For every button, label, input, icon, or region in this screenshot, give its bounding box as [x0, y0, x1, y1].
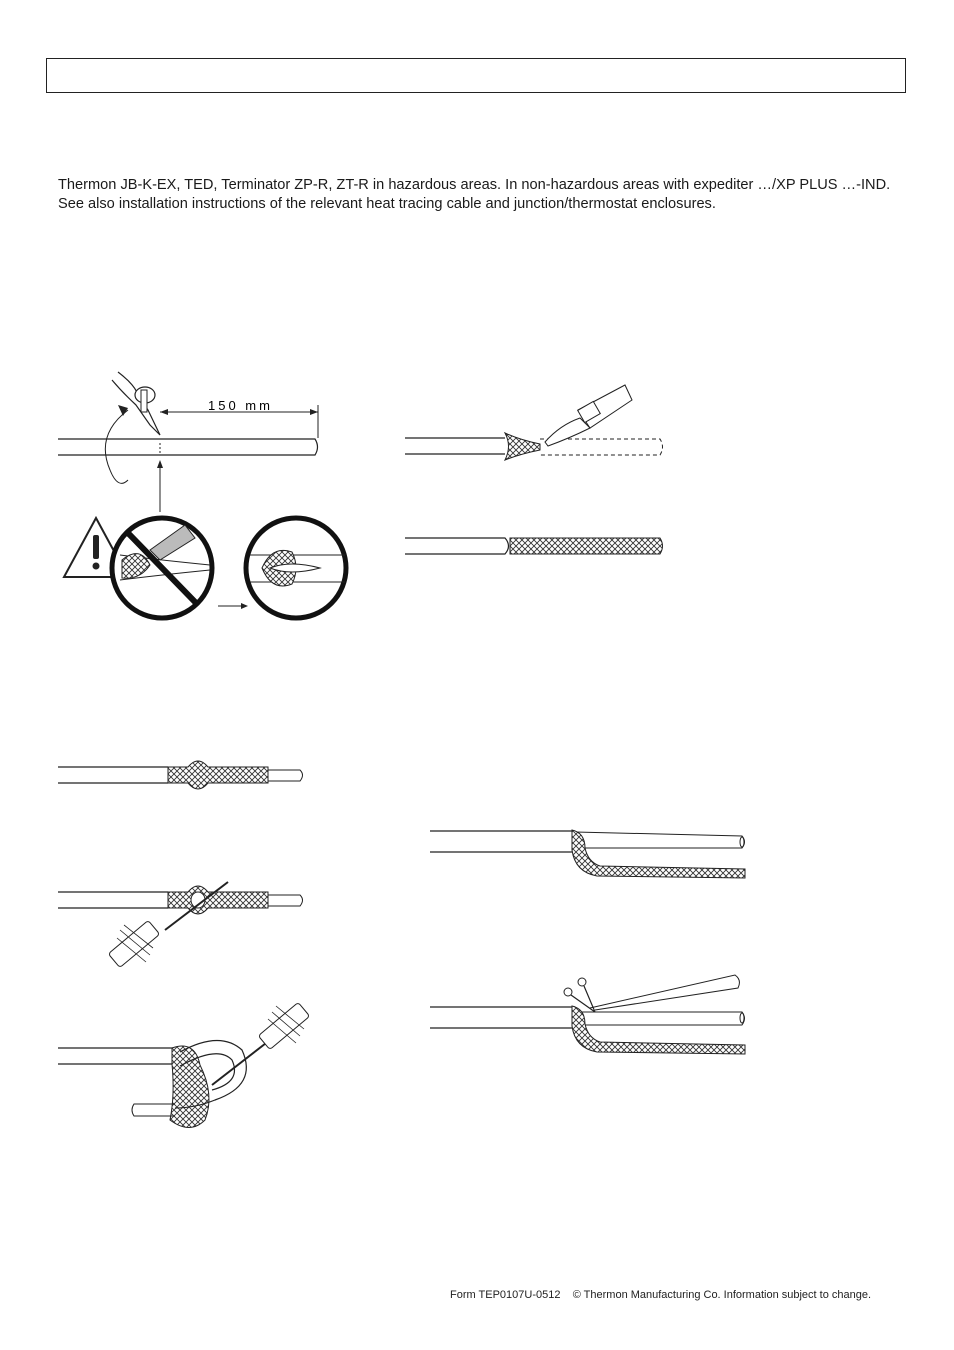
screwdriver-icon	[212, 1002, 310, 1085]
figure-strip-jacket	[405, 385, 663, 460]
intro-text: Thermon JB-K-EX, TED, Terminator ZP-R, ZT-R in hazardous areas. In non-hazardous areas with expediter …/XP PLUS …-IND. See also installation instructions of the relevant heat tracing cable and junction/thermostat enclosures.	[58, 177, 891, 212]
dimension-label: 150 mm	[208, 398, 273, 413]
figure-cut-filler	[430, 975, 745, 1054]
copyright: © Thermon Manufacturing Co. Information subject to change.	[572, 1289, 872, 1301]
correct-cut-icon	[246, 518, 346, 618]
footer	[450, 1289, 871, 1301]
knife-icon	[545, 385, 632, 446]
knife-icon	[112, 372, 160, 435]
figure-braid-exposed	[405, 538, 663, 554]
prohibited-icon	[112, 518, 212, 618]
figure-braid-pushback	[58, 761, 303, 789]
figure-open-braid	[58, 882, 303, 968]
figure-braid-aside	[430, 830, 745, 878]
figure-pull-through	[58, 1002, 310, 1127]
figure-cut-outer-jacket	[58, 372, 318, 512]
form-number: Form TEP0107U-0512	[450, 1289, 561, 1301]
